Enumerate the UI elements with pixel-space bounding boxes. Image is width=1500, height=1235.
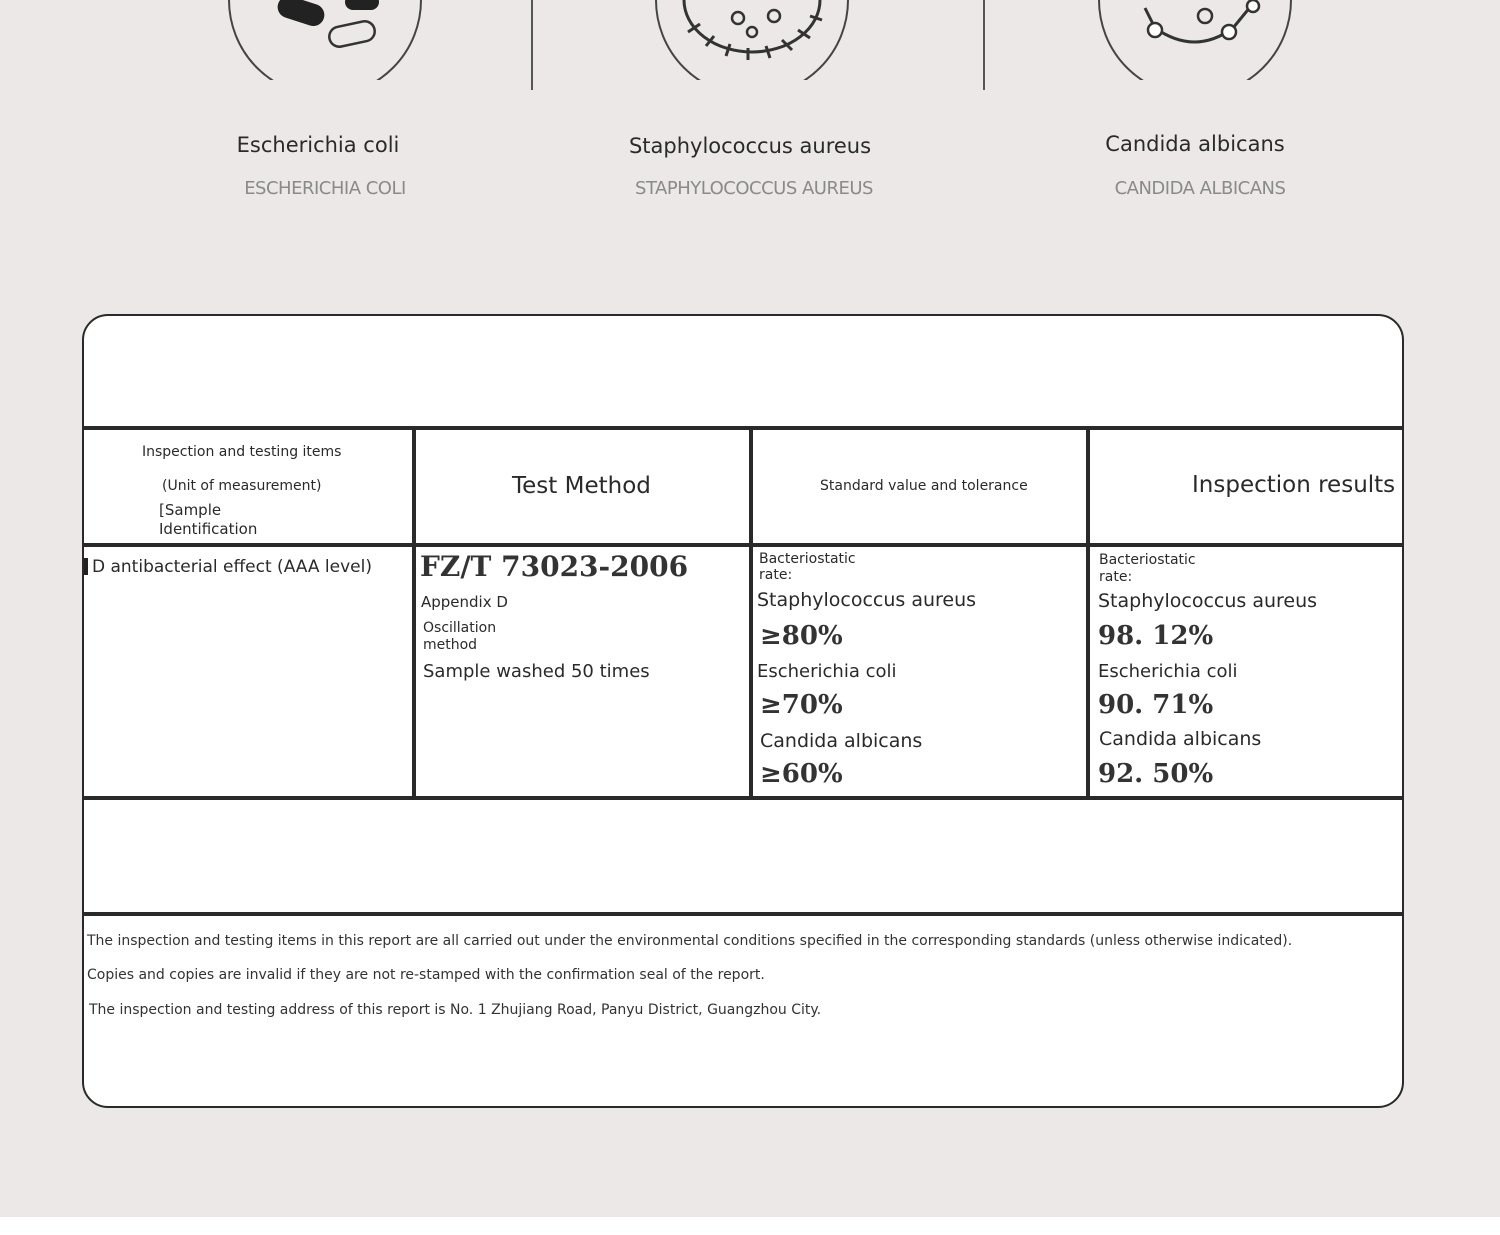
result-value: 98. 12% (1098, 621, 1214, 651)
standard-code: FZ/T 73023-2006 (420, 550, 689, 583)
microbe-name: Escherichia coli (236, 133, 400, 157)
header-unit: (Unit of measurement) (162, 478, 322, 494)
washing-note: Sample washed 50 times (423, 661, 650, 682)
microbe-name: Candida albicans (1105, 132, 1285, 156)
standard-organism: Candida albicans (760, 730, 923, 752)
header-identification: Identification (159, 520, 258, 538)
result-organism: Staphylococcus aureus (1098, 590, 1318, 612)
table-rule (84, 912, 1404, 916)
rate-label: rate: (759, 567, 793, 583)
report-note: Copies and copies are invalid if they are not re-stamped with the confirmation seal of the report. (87, 967, 765, 983)
standard-value: ≥80% (760, 621, 843, 651)
result-organism: Escherichia coli (1098, 661, 1238, 682)
header-test-method: Test Method (512, 473, 651, 499)
standard-organism: Escherichia coli (757, 661, 897, 682)
method-line2: method (423, 637, 478, 653)
result-value: 92. 50% (1098, 759, 1214, 789)
rate-label: Bacteriostatic (759, 551, 856, 567)
result-value: 90. 71% (1098, 690, 1214, 720)
table-rule (84, 426, 1404, 430)
divider (531, 0, 533, 90)
table-column-rule (1086, 428, 1090, 800)
table-rule (84, 796, 1404, 800)
rate-label: Bacteriostatic (1099, 552, 1196, 568)
page-bottom-strip (0, 1217, 1500, 1235)
staphylococcus-icon (652, 0, 852, 80)
header-items: Inspection and testing items (142, 444, 342, 460)
standard-value: ≥60% (760, 759, 843, 789)
table-column-rule (412, 428, 416, 800)
inspection-report-card (82, 314, 1404, 1108)
method-line1: Oscillation (423, 620, 497, 636)
test-item: D antibacterial effect (AAA level) (92, 557, 372, 577)
row-marker (84, 558, 88, 575)
result-organism: Candida albicans (1099, 728, 1262, 750)
standard-value: ≥70% (760, 690, 843, 720)
table-column-rule (749, 428, 753, 800)
rate-label: rate: (1099, 569, 1133, 585)
table-rule (84, 543, 1404, 547)
e-coli-icon (225, 0, 425, 80)
report-note: The inspection and testing address of this report is No. 1 Zhujiang Road, Panyu District, Guangzhou City. (89, 1002, 822, 1018)
header-results: Inspection results (1192, 472, 1396, 498)
microbe-subtitle: ESCHERICHIA COLI (244, 178, 406, 199)
divider (983, 0, 985, 90)
report-note: The inspection and testing items in this report are all carried out under the environmental conditions specified in the corresponding standards (unless otherwise indicated). (87, 933, 1293, 949)
microbe-subtitle: STAPHYLOCOCCUS AUREUS (635, 178, 873, 199)
microbe-name: Staphylococcus aureus (628, 134, 872, 158)
standard-organism: Staphylococcus aureus (757, 589, 977, 611)
header-sample: [Sample (159, 501, 222, 519)
appendix: Appendix D (421, 593, 508, 611)
microbe-subtitle: CANDIDA ALBICANS (1114, 178, 1286, 199)
header-standard: Standard value and tolerance (820, 478, 1028, 494)
candida-icon (1095, 0, 1295, 80)
